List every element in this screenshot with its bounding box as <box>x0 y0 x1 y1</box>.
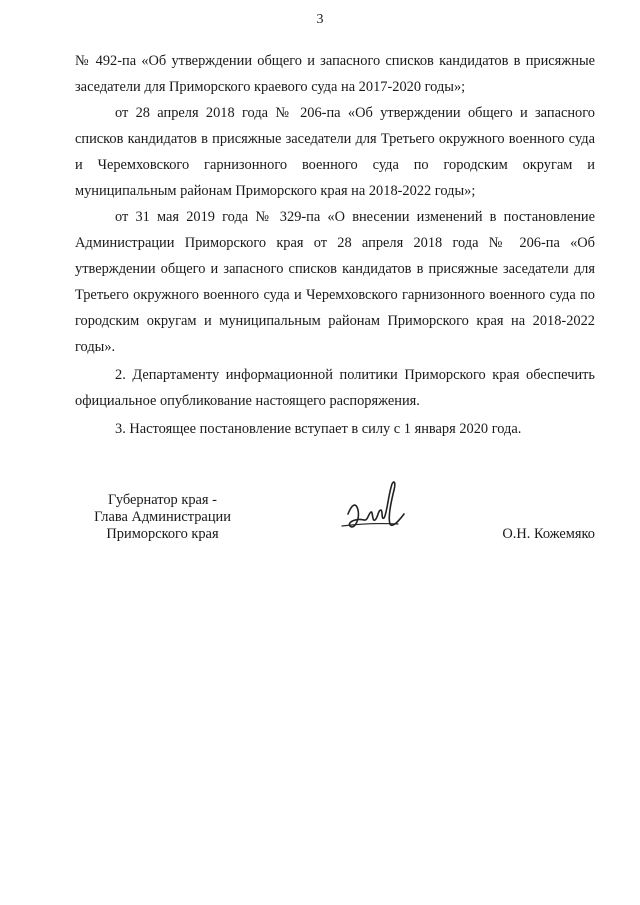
paragraph-resolution-206: от 28 апреля 2018 года № 206-па «Об утверждении общего и запасного списков кандидатов в присяжные заседатели для Третьего окружного военного суда и Черемховского гарнизонного военного суда по городским округам и муниципальным районам Приморского края на 2018-2022 годы»; <box>75 105 595 199</box>
signature-block <box>75 492 595 572</box>
document-body <box>75 48 595 442</box>
handwritten-signature <box>338 474 418 544</box>
signer-name: О.Н. Кожемяко <box>502 526 595 542</box>
signer-title-line: Приморского края <box>106 526 219 542</box>
signer-title-line: Губернатор края - <box>108 492 217 508</box>
page-number: 3 <box>316 12 324 27</box>
signer-title <box>75 492 250 543</box>
paragraph-item-2: 2. Департаменту информационной политики Приморского края обеспечить официальное опубликование настоящего распоряжения. <box>75 367 595 409</box>
paragraph-item-3: 3. Настоящее постановление вступает в силу с 1 января 2020 года. <box>115 421 522 437</box>
paragraph-resolution-492: № 492-па «Об утверждении общего и запасного списков кандидатов в присяжные заседатели для Приморского краевого суда на 2017-2020 годы»; <box>75 53 595 95</box>
signer-title-line: Глава Администрации <box>94 509 231 525</box>
paragraph-resolution-329: от 31 мая 2019 года № 329-па «О внесении изменений в постановление Администрации Приморского края от 28 апреля 2018 года № 206-па «Об утверждении общего и запасного списков кандидатов в присяжные заседатели для Третьего окружного военного суда и Черемховского гарнизонного военного суда по городским округам и муниципальным районам Приморского края на 2018-2022 годы». <box>75 209 595 355</box>
